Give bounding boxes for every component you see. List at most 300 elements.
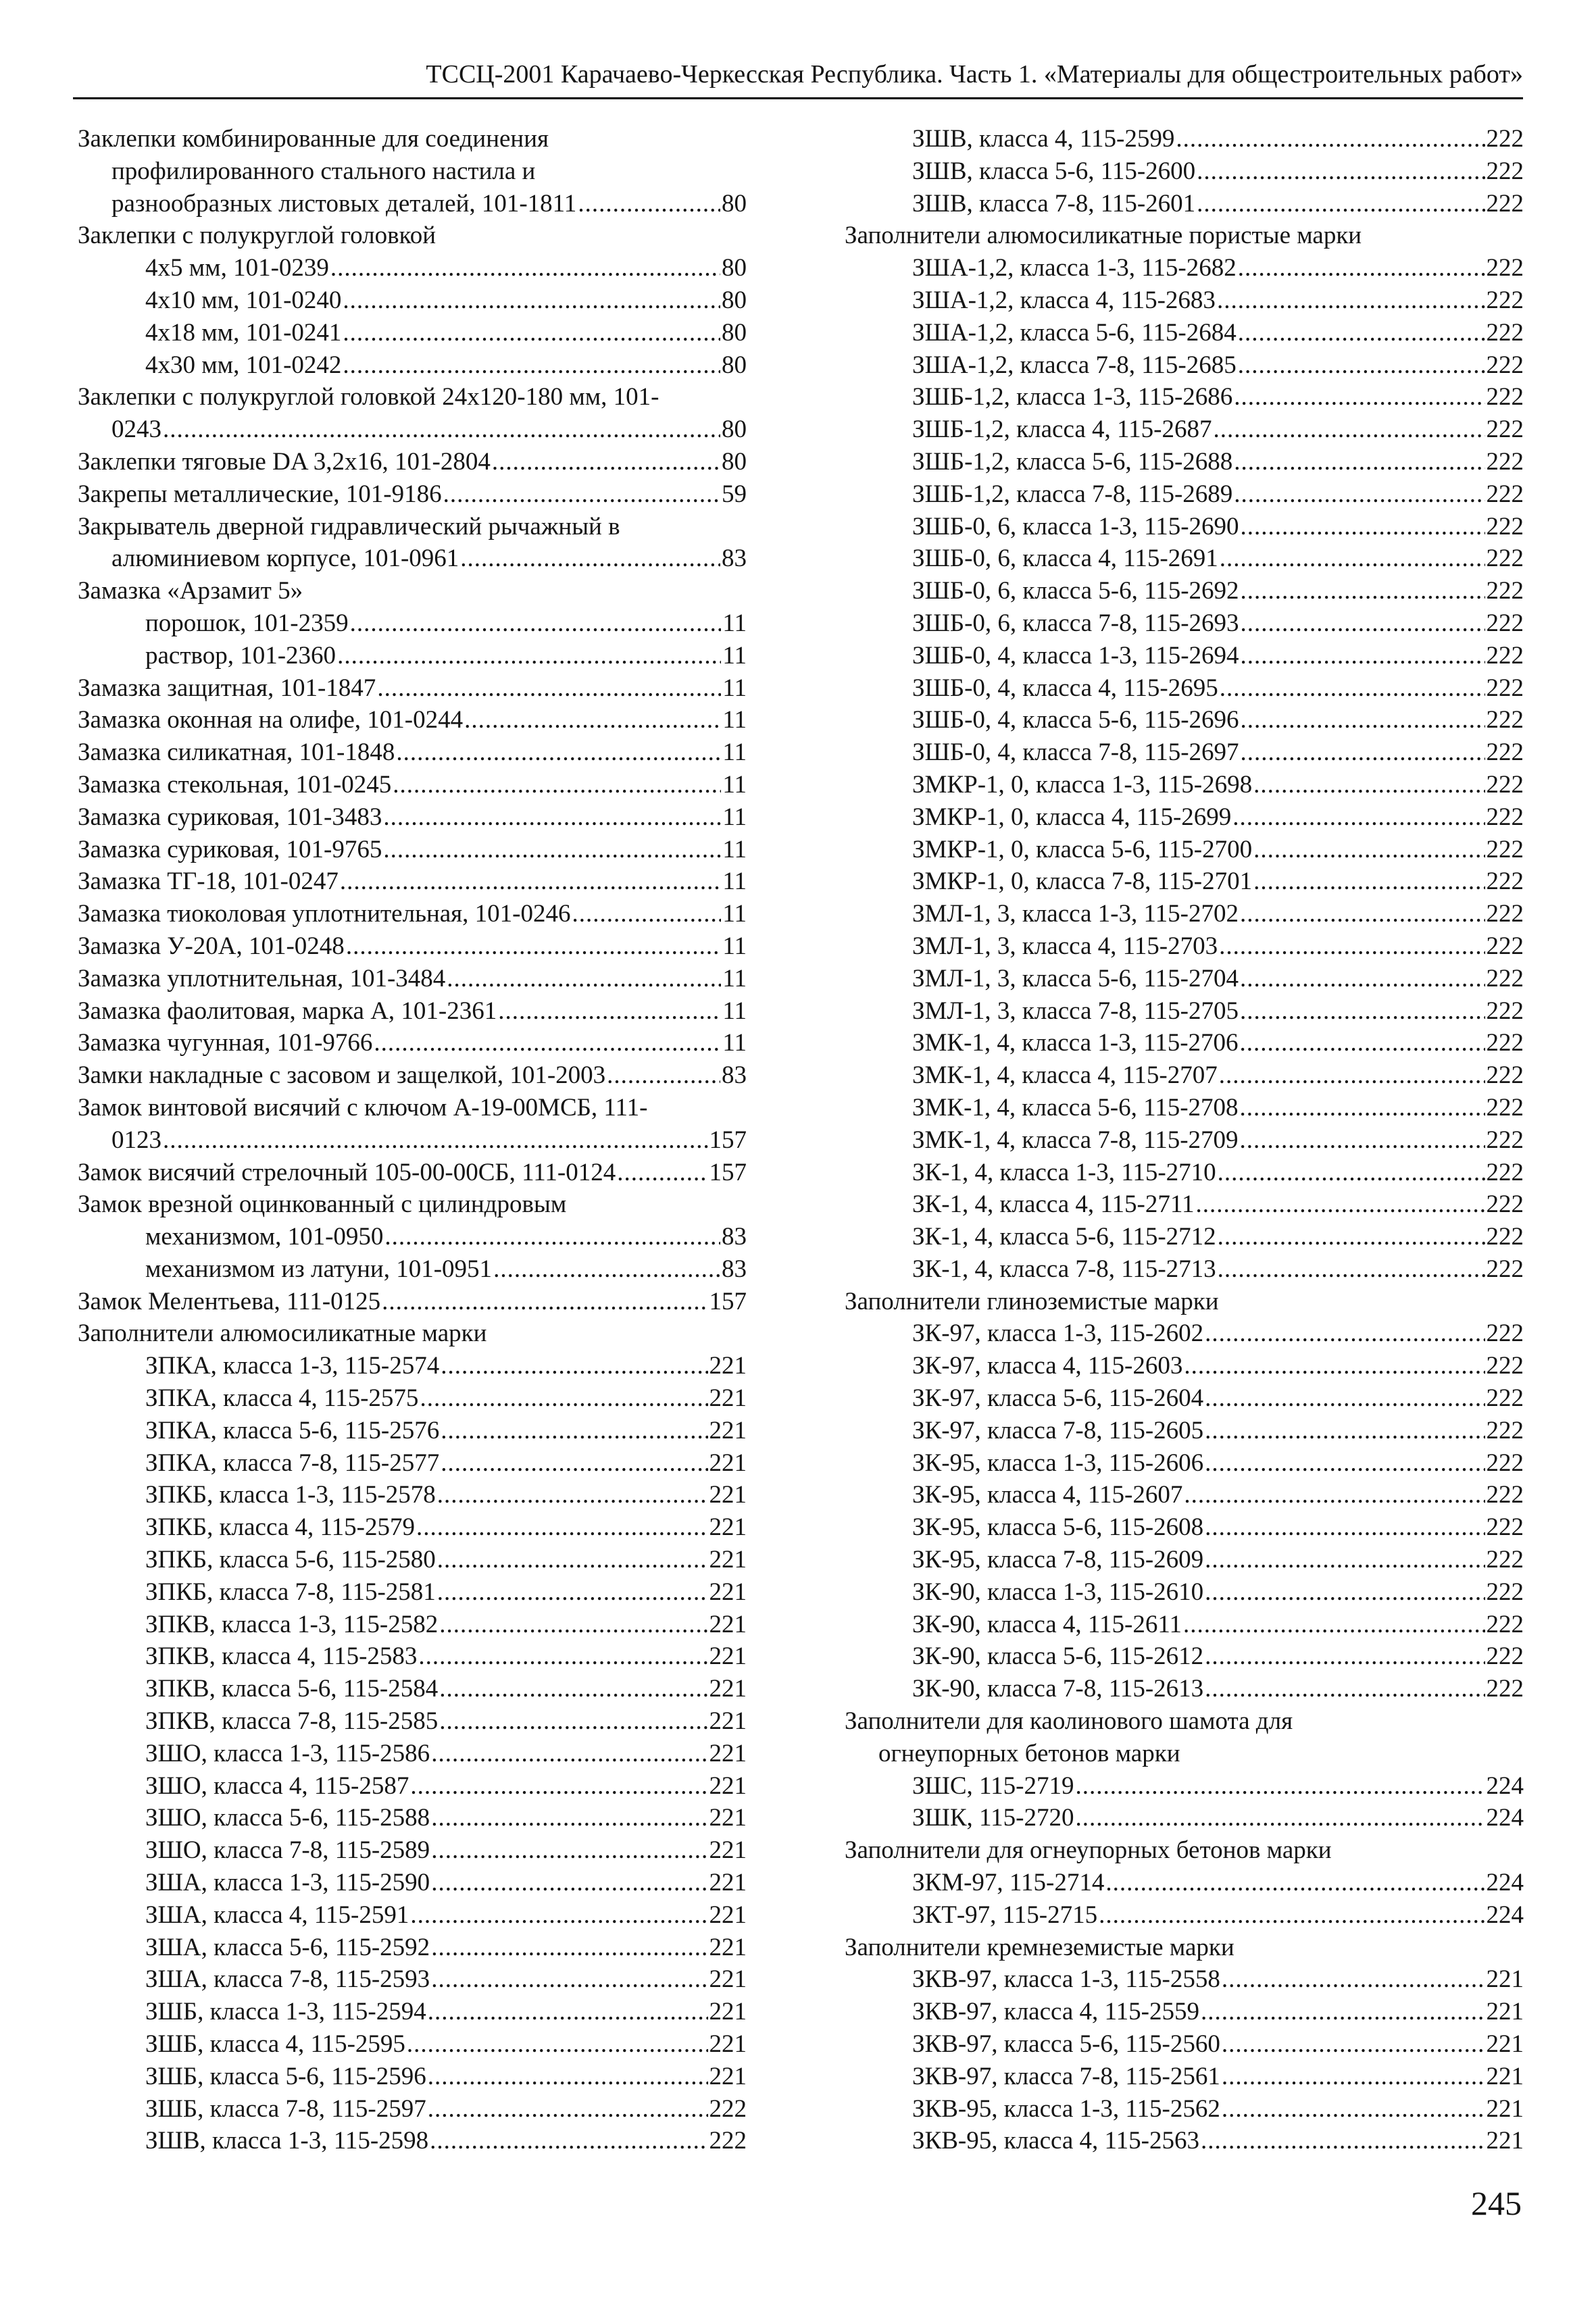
dot-leader bbox=[1076, 1802, 1485, 1834]
dot-leader bbox=[607, 1059, 720, 1092]
entry-label: ЗКВ-97, класса 4, 115-2559 bbox=[912, 1998, 1199, 2026]
entry-label: ЗК-90, класса 1-3, 115-2610 bbox=[912, 1578, 1204, 1606]
entry-page-ref: 222 bbox=[1486, 1255, 1524, 1283]
index-entry bbox=[78, 736, 747, 769]
entry-page-ref: 222 bbox=[1486, 1449, 1524, 1477]
dot-leader bbox=[418, 1640, 707, 1673]
index-entry bbox=[845, 1867, 1524, 1899]
entry-label: Замазка тиоколовая уплотнительная, 101-0246 bbox=[78, 900, 571, 928]
index-entry bbox=[845, 155, 1524, 188]
index-entry bbox=[78, 834, 747, 866]
dot-leader bbox=[1238, 252, 1485, 284]
entry-page-ref: 221 bbox=[709, 1771, 747, 1800]
entry-page-ref: 11 bbox=[722, 674, 747, 702]
index-entry bbox=[78, 1867, 747, 1899]
entry-page-ref: 157 bbox=[709, 1126, 747, 1154]
index-entry bbox=[845, 1124, 1524, 1157]
index-entry bbox=[845, 1027, 1524, 1059]
dot-leader bbox=[439, 1673, 707, 1705]
entry-page-ref: 222 bbox=[1486, 157, 1524, 185]
entry-page-ref: 222 bbox=[1486, 125, 1524, 153]
entry-page-ref: 221 bbox=[709, 1675, 747, 1703]
index-entry bbox=[78, 1415, 747, 1447]
index-heading-line: Заполнители кремнеземистые марки bbox=[845, 1933, 1235, 1961]
entry-page-ref: 222 bbox=[1486, 1223, 1524, 1251]
entry-page-ref: 83 bbox=[722, 1255, 747, 1283]
index-column-right bbox=[845, 123, 1524, 2157]
entry-page-ref: 222 bbox=[1486, 1029, 1524, 1057]
entry-label: ЗМК-1, 4, класса 7-8, 115-2709 bbox=[912, 1126, 1239, 1154]
entry-label: ЗПКВ, класса 1-3, 115-2582 bbox=[145, 1610, 439, 1638]
entry-label: Замазка фаолитовая, марка А, 101-2361 bbox=[78, 997, 497, 1025]
dot-leader bbox=[439, 1609, 707, 1641]
dot-leader bbox=[1240, 1124, 1485, 1157]
index-entry bbox=[78, 1286, 747, 1318]
dot-leader bbox=[1222, 2093, 1485, 2126]
entry-page-ref: 222 bbox=[1486, 674, 1524, 702]
entry-page-ref: 221 bbox=[709, 1546, 747, 1574]
dot-leader bbox=[443, 478, 720, 511]
entry-page-ref: 221 bbox=[1486, 2062, 1524, 2090]
index-entry bbox=[78, 1350, 747, 1382]
entry-label: ЗШВ, класса 1-3, 115-2598 bbox=[145, 2127, 429, 2155]
dot-leader bbox=[1241, 511, 1485, 543]
entry-page-ref: 222 bbox=[1486, 867, 1524, 896]
index-entry bbox=[78, 801, 747, 834]
entry-label: ЗШО, класса 7-8, 115-2589 bbox=[145, 1836, 430, 1865]
entry-page-ref: 222 bbox=[1486, 1675, 1524, 1703]
entry-label: ЗШБ-0, 6, класса 1-3, 115-2690 bbox=[912, 512, 1239, 540]
index-entry bbox=[78, 2061, 747, 2093]
dot-leader bbox=[1217, 284, 1485, 317]
dot-leader bbox=[493, 1253, 720, 1286]
index-entry bbox=[78, 1996, 747, 2028]
dot-leader bbox=[410, 1899, 707, 1932]
index-heading-line: Заполнители для огнеупорных бетонов марки bbox=[845, 1836, 1332, 1865]
dot-leader bbox=[343, 349, 720, 382]
index-entry bbox=[845, 1253, 1524, 1286]
dot-leader bbox=[1205, 1544, 1485, 1576]
entry-page-ref: 222 bbox=[1486, 964, 1524, 992]
dot-leader bbox=[1184, 1479, 1485, 1511]
entry-label: ЗШБ-0, 4, класса 1-3, 115-2694 bbox=[912, 641, 1239, 670]
index-entry bbox=[78, 1609, 747, 1641]
index-entry bbox=[845, 284, 1524, 317]
dot-leader bbox=[1205, 1640, 1485, 1673]
entry-page-ref: 222 bbox=[1486, 803, 1524, 831]
entry-page-ref: 222 bbox=[1486, 1546, 1524, 1574]
entry-page-ref: 11 bbox=[722, 932, 747, 960]
entry-label: ЗК-90, класса 7-8, 115-2613 bbox=[912, 1675, 1204, 1703]
dot-leader bbox=[1205, 1576, 1485, 1609]
entry-label: ЗПКБ, класса 4, 115-2579 bbox=[145, 1513, 415, 1542]
entry-label: Замазка силикатная, 101-1848 bbox=[78, 738, 395, 767]
entry-label: ЗША-1,2, класса 7-8, 115-2685 bbox=[912, 351, 1237, 379]
entry-label: ЗША-1,2, класса 5-6, 115-2684 bbox=[912, 318, 1237, 347]
entry-label: ЗШВ, класса 7-8, 115-2601 bbox=[912, 189, 1196, 218]
dot-leader bbox=[1240, 1092, 1485, 1124]
entry-page-ref: 221 bbox=[709, 1513, 747, 1542]
index-entry bbox=[845, 1609, 1524, 1641]
dot-leader bbox=[460, 543, 720, 575]
index-entry bbox=[845, 252, 1524, 284]
entry-label: ЗШС, 115-2719 bbox=[912, 1771, 1074, 1800]
dot-leader bbox=[1240, 1027, 1485, 1059]
index-entry bbox=[845, 1092, 1524, 1124]
entry-label: ЗК-1, 4, класса 7-8, 115-2713 bbox=[912, 1255, 1216, 1283]
entry-label: ЗМКР-1, 0, класса 5-6, 115-2700 bbox=[912, 835, 1253, 863]
index-entry bbox=[845, 1447, 1524, 1480]
index-entry bbox=[845, 1479, 1524, 1511]
dot-leader bbox=[1105, 1867, 1485, 1899]
entry-page-ref: 221 bbox=[709, 1739, 747, 1767]
entry-label: ЗКВ-97, класса 5-6, 115-2560 bbox=[912, 2030, 1220, 2059]
entry-label: механизмом, 101-0950 bbox=[145, 1223, 384, 1251]
entry-page-ref: 221 bbox=[1486, 1965, 1524, 1994]
entry-page-ref: 221 bbox=[709, 1933, 747, 1961]
dot-leader bbox=[464, 704, 721, 736]
index-heading-line: Замок врезной оцинкованный с цилиндровым bbox=[78, 1190, 567, 1219]
dot-leader bbox=[578, 188, 720, 220]
index-heading-line: Закрыватель дверной гидравлический рычажный в bbox=[78, 512, 620, 540]
index-entry bbox=[78, 1963, 747, 1996]
dot-leader bbox=[437, 1479, 708, 1511]
entry-label: ЗШВ, класса 5-6, 115-2600 bbox=[912, 157, 1196, 185]
index-entry bbox=[845, 898, 1524, 930]
dot-leader bbox=[1241, 607, 1485, 640]
dot-leader bbox=[377, 672, 721, 705]
entry-label: порошок, 101-2359 bbox=[145, 609, 349, 637]
dot-leader bbox=[1183, 1609, 1485, 1641]
entry-label: ЗШК, 115-2720 bbox=[912, 1804, 1074, 1832]
entry-page-ref: 221 bbox=[709, 1998, 747, 2026]
index-entry bbox=[78, 1576, 747, 1609]
entry-label: ЗКВ-95, класса 1-3, 115-2562 bbox=[912, 2094, 1220, 2123]
dot-leader bbox=[420, 1382, 707, 1415]
entry-label: ЗК-97, класса 1-3, 115-2602 bbox=[912, 1319, 1204, 1348]
dot-leader bbox=[330, 252, 720, 284]
entry-label: ЗК-1, 4, класса 4, 115-2711 bbox=[912, 1190, 1195, 1219]
entry-page-ref: 222 bbox=[1486, 932, 1524, 960]
index-entry bbox=[845, 1511, 1524, 1544]
entry-label: ЗШО, класса 4, 115-2587 bbox=[145, 1771, 409, 1800]
dot-leader bbox=[1076, 1770, 1485, 1803]
index-entry bbox=[845, 1576, 1524, 1609]
index-entry bbox=[78, 640, 747, 672]
dot-leader bbox=[1201, 2125, 1485, 2157]
entry-label: ЗШБ-0, 4, класса 5-6, 115-2696 bbox=[912, 706, 1239, 734]
entry-page-ref: 11 bbox=[722, 706, 747, 734]
entry-page-ref: 222 bbox=[1486, 545, 1524, 573]
index-entry bbox=[845, 1996, 1524, 2028]
index-entry bbox=[845, 769, 1524, 801]
dot-leader bbox=[337, 640, 721, 672]
index-entry bbox=[845, 2125, 1524, 2157]
entry-label: ЗШБ-0, 6, класса 4, 115-2691 bbox=[912, 545, 1218, 573]
entry-page-ref: 222 bbox=[1486, 738, 1524, 767]
dot-leader bbox=[1218, 1157, 1485, 1189]
entry-label: раствор, 101-2360 bbox=[145, 641, 336, 670]
dot-leader bbox=[447, 963, 721, 995]
entry-label: ЗША-1,2, класса 4, 115-2683 bbox=[912, 286, 1216, 314]
index-entry bbox=[845, 543, 1524, 575]
dot-leader bbox=[1238, 349, 1485, 382]
index-entry bbox=[845, 413, 1524, 446]
entry-page-ref: 222 bbox=[1486, 1642, 1524, 1671]
entry-page-ref: 11 bbox=[722, 835, 747, 863]
entry-page-ref: 222 bbox=[1486, 835, 1524, 863]
index-entry bbox=[78, 284, 747, 317]
index-entry bbox=[78, 317, 747, 349]
entry-page-ref: 221 bbox=[709, 1578, 747, 1606]
entry-page-ref: 221 bbox=[709, 2030, 747, 2059]
index-entry bbox=[845, 930, 1524, 963]
entry-page-ref: 221 bbox=[709, 1901, 747, 1929]
entry-label: ЗПКБ, класса 7-8, 115-2581 bbox=[145, 1578, 436, 1606]
dot-leader bbox=[1238, 317, 1485, 349]
entry-label: ЗША, класса 1-3, 115-2590 bbox=[145, 1869, 430, 1897]
entry-page-ref: 222 bbox=[1486, 1190, 1524, 1219]
index-entry bbox=[78, 1673, 747, 1705]
index-entry bbox=[78, 1027, 747, 1059]
entry-label: ЗША, класса 5-6, 115-2592 bbox=[145, 1933, 430, 1961]
index-heading-line: Заклепки комбинированные для соединения bbox=[78, 125, 549, 153]
index-entry bbox=[845, 123, 1524, 155]
entry-label: 4х30 мм, 101-0242 bbox=[145, 351, 342, 379]
entry-page-ref: 221 bbox=[709, 1642, 747, 1671]
dot-leader bbox=[1234, 381, 1485, 413]
entry-label: ЗМК-1, 4, класса 1-3, 115-2706 bbox=[912, 1029, 1239, 1057]
entry-label: ЗШБ, класса 5-6, 115-2596 bbox=[145, 2062, 426, 2090]
entry-page-ref: 222 bbox=[1486, 1061, 1524, 1090]
dot-leader bbox=[428, 2093, 708, 2126]
entry-page-ref: 11 bbox=[722, 867, 747, 896]
index-entry bbox=[78, 672, 747, 705]
entry-page-ref: 157 bbox=[709, 1287, 747, 1315]
index-entry bbox=[78, 2093, 747, 2126]
entry-label: ЗПКА, класса 5-6, 115-2576 bbox=[145, 1416, 440, 1444]
index-entry bbox=[78, 2028, 747, 2061]
dot-leader bbox=[1201, 1996, 1485, 2028]
entry-page-ref: 222 bbox=[1486, 641, 1524, 670]
index-entry bbox=[78, 1447, 747, 1480]
index-heading-line: профилированного стального настила и bbox=[111, 157, 536, 185]
index-heading-line: огнеупорных бетонов марки bbox=[878, 1739, 1180, 1767]
entry-label: Замазка У-20А, 101-0248 bbox=[78, 932, 345, 960]
dot-leader bbox=[1197, 188, 1485, 220]
entry-page-ref: 222 bbox=[1486, 1126, 1524, 1154]
index-heading-line: Замок винтовой висячий с ключом А-19-00МСБ, 111- bbox=[78, 1093, 648, 1122]
entry-label: 4х18 мм, 101-0241 bbox=[145, 318, 342, 347]
entry-label: ЗМЛ-1, 3, класса 5-6, 115-2704 bbox=[912, 964, 1239, 992]
dot-leader bbox=[393, 769, 721, 801]
dot-leader bbox=[428, 1996, 708, 2028]
entry-label: ЗШВ, класса 4, 115-2599 bbox=[912, 125, 1175, 153]
index-entry bbox=[845, 2028, 1524, 2061]
entry-page-ref: 221 bbox=[709, 1449, 747, 1477]
index-entry bbox=[78, 188, 747, 220]
index-entry bbox=[78, 963, 747, 995]
entry-page-ref: 221 bbox=[709, 1965, 747, 1994]
entry-page-ref: 11 bbox=[722, 738, 747, 767]
entry-label: механизмом из латуни, 101-0951 bbox=[145, 1255, 493, 1283]
entry-label: разнообразных листовых деталей, 101-1811 bbox=[111, 189, 577, 218]
index-entry bbox=[845, 834, 1524, 866]
entry-page-ref: 222 bbox=[1486, 447, 1524, 476]
entry-label: ЗМКР-1, 0, класса 4, 115-2699 bbox=[912, 803, 1232, 831]
index-entry bbox=[845, 704, 1524, 736]
entry-page-ref: 222 bbox=[1486, 1481, 1524, 1509]
entry-page-ref: 222 bbox=[1486, 997, 1524, 1025]
index-entry bbox=[78, 252, 747, 284]
index-heading-line: Заклепки с полукруглой головкой bbox=[78, 222, 436, 250]
index-entry bbox=[78, 1932, 747, 1964]
entry-page-ref: 157 bbox=[709, 1158, 747, 1186]
index-entry bbox=[845, 1317, 1524, 1350]
entry-label: ЗМК-1, 4, класса 5-6, 115-2708 bbox=[912, 1093, 1239, 1122]
entry-label: ЗШБ-0, 4, класса 4, 115-2695 bbox=[912, 674, 1218, 702]
running-header: ТССЦ-2001 Карачаево-Черкесская Республика. Часть 1. «Материалы для общестроительных работ» bbox=[426, 60, 1523, 89]
entry-page-ref: 221 bbox=[709, 1804, 747, 1832]
entry-label: ЗША, класса 4, 115-2591 bbox=[145, 1901, 409, 1929]
index-entry bbox=[845, 1963, 1524, 1996]
entry-page-ref: 222 bbox=[1486, 770, 1524, 799]
entry-label: ЗПКА, класса 1-3, 115-2574 bbox=[145, 1352, 440, 1380]
dot-leader bbox=[1205, 1415, 1485, 1447]
index-entry bbox=[845, 1221, 1524, 1253]
entry-page-ref: 11 bbox=[722, 609, 747, 637]
entry-label: алюминиевом корпусе, 101-0961 bbox=[111, 545, 459, 573]
index-entry bbox=[78, 1738, 747, 1770]
index-entry bbox=[845, 1059, 1524, 1092]
dot-leader bbox=[1241, 736, 1485, 769]
entry-page-ref: 222 bbox=[1486, 1610, 1524, 1638]
dot-leader bbox=[407, 2028, 708, 2061]
entry-page-ref: 83 bbox=[722, 1223, 747, 1251]
entry-page-ref: 222 bbox=[1486, 1093, 1524, 1122]
index-entry bbox=[78, 704, 747, 736]
index-entry bbox=[78, 2125, 747, 2157]
entry-page-ref: 222 bbox=[1486, 383, 1524, 411]
dot-leader bbox=[1205, 1382, 1485, 1415]
entry-page-ref: 80 bbox=[722, 254, 747, 282]
entry-page-ref: 222 bbox=[709, 2127, 747, 2155]
entry-page-ref: 224 bbox=[1486, 1804, 1524, 1832]
entry-label: ЗШБ-1,2, класса 4, 115-2687 bbox=[912, 416, 1212, 444]
entry-page-ref: 221 bbox=[709, 1384, 747, 1413]
entry-label: ЗК-1, 4, класса 1-3, 115-2710 bbox=[912, 1158, 1216, 1186]
entry-page-ref: 222 bbox=[1486, 900, 1524, 928]
dot-leader bbox=[416, 1511, 708, 1544]
entry-page-ref: 221 bbox=[1486, 2127, 1524, 2155]
index-entry bbox=[78, 1157, 747, 1189]
entry-label: ЗПКА, класса 4, 115-2575 bbox=[145, 1384, 419, 1413]
dot-leader bbox=[1222, 2061, 1485, 2093]
entry-page-ref: 221 bbox=[709, 2062, 747, 2090]
entry-label: ЗК-1, 4, класса 5-6, 115-2712 bbox=[912, 1223, 1216, 1251]
entry-label: ЗКМ-97, 115-2714 bbox=[912, 1869, 1105, 1897]
entry-label: ЗК-90, класса 5-6, 115-2612 bbox=[912, 1642, 1204, 1671]
entry-label: ЗМКР-1, 0, класса 7-8, 115-2701 bbox=[912, 867, 1253, 896]
entry-label: Замки накладные с засовом и защелкой, 101-2003 bbox=[78, 1061, 606, 1090]
entry-label: Замазка суриковая, 101-9765 bbox=[78, 835, 382, 863]
index-heading-line: Заполнители алюмосиликатные марки bbox=[78, 1319, 487, 1348]
index-entry bbox=[845, 381, 1524, 413]
dot-leader bbox=[1222, 2028, 1485, 2061]
index-entry bbox=[78, 1770, 747, 1803]
entry-label: 0123 bbox=[111, 1126, 161, 1154]
entry-page-ref: 80 bbox=[722, 318, 747, 347]
index-entry bbox=[78, 1221, 747, 1253]
dot-leader bbox=[343, 284, 720, 317]
index-entry bbox=[78, 865, 747, 898]
entry-page-ref: 222 bbox=[1486, 189, 1524, 218]
entry-label: ЗК-90, класса 4, 115-2611 bbox=[912, 1610, 1182, 1638]
index-heading-line: Замазка «Арзамит 5» bbox=[78, 577, 303, 605]
dot-leader bbox=[1205, 1673, 1485, 1705]
entry-label: Замок Мелентьева, 111-0125 bbox=[78, 1287, 381, 1315]
entry-page-ref: 11 bbox=[722, 1029, 747, 1057]
dot-leader bbox=[1218, 1253, 1485, 1286]
entry-page-ref: 221 bbox=[709, 1352, 747, 1380]
entry-label: ЗША-1,2, класса 1-3, 115-2682 bbox=[912, 254, 1237, 282]
dot-leader bbox=[1197, 155, 1485, 188]
page-number: 245 bbox=[1471, 2184, 1522, 2222]
dot-leader bbox=[163, 413, 720, 446]
index-entry bbox=[845, 1350, 1524, 1382]
entry-page-ref: 80 bbox=[722, 351, 747, 379]
entry-page-ref: 83 bbox=[722, 545, 747, 573]
entry-page-ref: 222 bbox=[1486, 1384, 1524, 1413]
entry-label: ЗПКВ, класса 7-8, 115-2585 bbox=[145, 1707, 439, 1736]
entry-label: ЗПКВ, класса 4, 115-2583 bbox=[145, 1642, 418, 1671]
index-entry bbox=[78, 1705, 747, 1738]
dot-leader bbox=[431, 1802, 707, 1834]
dot-leader bbox=[1241, 575, 1485, 607]
entry-label: ЗК-95, класса 5-6, 115-2608 bbox=[912, 1513, 1204, 1542]
entry-label: Замазка защитная, 101-1847 bbox=[78, 674, 376, 702]
dot-leader bbox=[1176, 123, 1485, 155]
entry-label: ЗМЛ-1, 3, класса 4, 115-2703 bbox=[912, 932, 1218, 960]
entry-label: Замазка чугунная, 101-9766 bbox=[78, 1029, 373, 1057]
dot-leader bbox=[1234, 478, 1485, 511]
entry-label: ЗКТ-97, 115-2715 bbox=[912, 1901, 1098, 1929]
entry-page-ref: 80 bbox=[722, 447, 747, 476]
entry-label: ЗШБ, класса 7-8, 115-2597 bbox=[145, 2094, 426, 2123]
dot-leader bbox=[383, 801, 721, 834]
index-entry bbox=[845, 865, 1524, 898]
dot-leader bbox=[431, 1738, 707, 1770]
dot-leader bbox=[1195, 1188, 1485, 1221]
index-heading-line: Заклепки с полукруглой головкой 24х120-180 мм, 101- bbox=[78, 383, 659, 411]
entry-page-ref: 221 bbox=[1486, 2094, 1524, 2123]
index-entry bbox=[845, 511, 1524, 543]
entry-page-ref: 11 bbox=[722, 770, 747, 799]
entry-label: Замазка уплотнительная, 101-3484 bbox=[78, 964, 446, 992]
dot-leader bbox=[1232, 801, 1485, 834]
entry-page-ref: 222 bbox=[1486, 706, 1524, 734]
entry-page-ref: 222 bbox=[1486, 1319, 1524, 1348]
entry-label: ЗШБ-1,2, класса 5-6, 115-2688 bbox=[912, 447, 1233, 476]
entry-label: 0243 bbox=[111, 416, 161, 444]
entry-label: ЗШО, класса 5-6, 115-2588 bbox=[145, 1804, 430, 1832]
entry-label: Замазка ТГ-18, 101-0247 bbox=[78, 867, 339, 896]
index-entry bbox=[845, 1899, 1524, 1932]
index-entry bbox=[845, 1673, 1524, 1705]
index-entry bbox=[78, 898, 747, 930]
dot-leader bbox=[431, 1932, 707, 1964]
entry-page-ref: 222 bbox=[1486, 1352, 1524, 1380]
